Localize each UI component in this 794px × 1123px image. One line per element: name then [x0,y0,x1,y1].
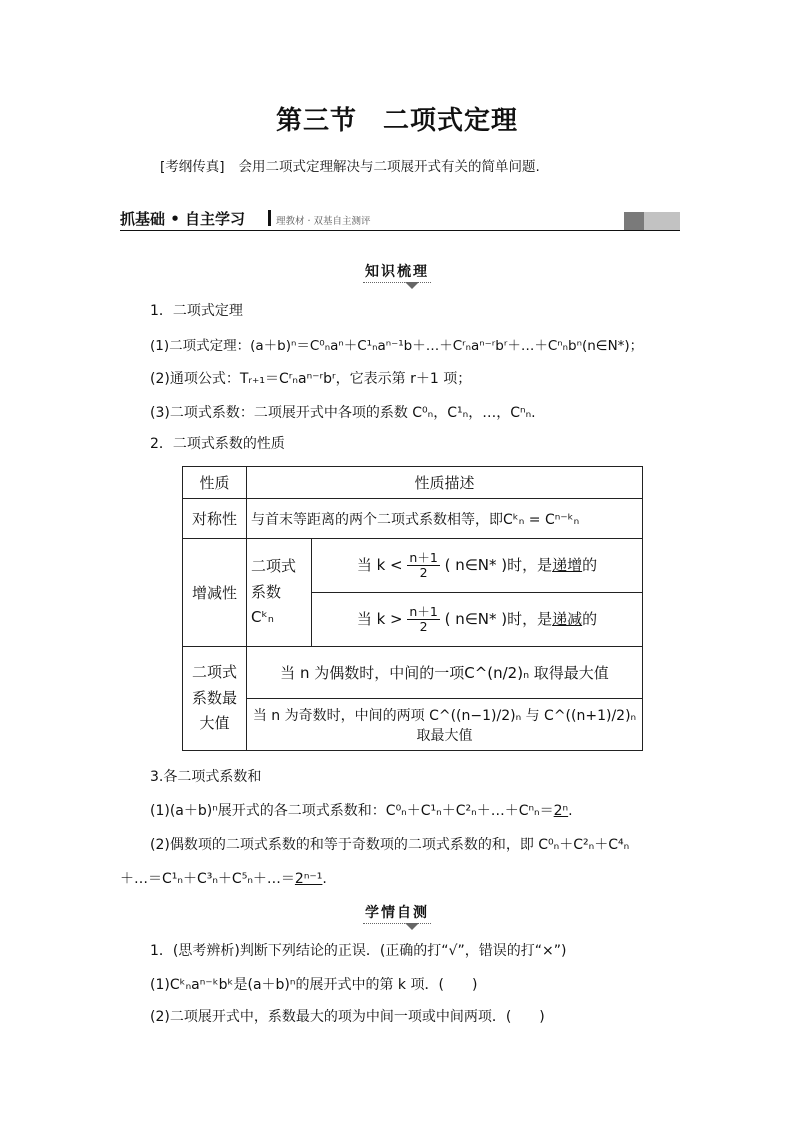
decreasing-row: 当 k > $\frac{n+1}{2}$ ( n∈N* )时，是递减的 [312,593,643,647]
knowledge-heading-arrow-icon [405,282,419,289]
monotonic-sub: 二项式系数 Cᵏₙ [247,539,312,647]
exam-outline [160,155,540,175]
banner-rule [120,230,680,231]
monotonic-label: 增减性 [183,539,247,647]
max-even: 当 n 为偶数时，中间的一项C^(n/2)ₙ 取得最大值 [247,647,643,699]
symmetry-desc: 与首末等距离的两个二项式系数相等，即Cᵏₙ = Cⁿ⁻ᵏₙ [247,499,643,539]
banner-subtitle: 理教材 · 双基自主测评 [276,216,371,227]
selftest-heading: 学情自测 [0,902,794,924]
max-label: 二项式系数最大值 [183,647,247,751]
exam-tag: [考纲传真] [160,159,225,175]
sum-line-1: (1)(a＋b)ⁿ展开式的各二项式系数和：C⁰ₙ＋C¹ₙ＋C²ₙ＋…＋Cⁿₙ＝2ⁿ. [150,803,573,819]
banner-dark-block [624,212,644,230]
header-description: 性质描述 [247,467,643,499]
symmetry-label: 对称性 [183,499,247,539]
increasing-fraction: $\frac{n+1}{2}$ [409,550,438,580]
s2-title: 2．二项式系数的性质 [150,436,285,452]
question-1: 1．(思考辨析)判断下列结论的正误．(正确的打“√”，错误的打“×”) [150,943,567,959]
sum-line-3: ＋…＝C¹ₙ＋C³ₙ＋C⁵ₙ＋…＝2ⁿ⁻¹. [120,871,327,887]
page-title [0,100,794,137]
question-1-2: (2)二项展开式中，系数最大的项为中间一项或中间两项．( ) [150,1009,545,1025]
section-banner [120,206,680,232]
banner-light-block [644,212,680,230]
s1-title: 1．二项式定理 [150,303,243,319]
increasing-row: 当 k < $\frac{n+1}{2}$ ( n∈N* )时，是递增的 [312,539,643,593]
sum-line-2: (2)偶数项的二项式系数的和等于奇数项的二项式系数的和，即 C⁰ₙ＋C²ₙ＋C⁴ₙ [150,837,630,853]
binomial-theorem: (1)二项式定理：(a＋b)ⁿ＝C⁰ₙaⁿ＋C¹ₙaⁿ⁻¹b＋…＋Cʳₙaⁿ⁻ʳbʳ＋…＋Cⁿₙbⁿ(n∈N*)； [150,338,644,354]
title-topic: 二项式定理 [383,106,519,136]
sum-title: 3.各二项式系数和 [150,769,262,785]
exam-text: 会用二项式定理解决与二项展开式有关的简单问题. [238,159,540,175]
banner-divider [268,210,271,226]
property-table [182,466,643,751]
knowledge-heading: 知识梳理 [0,261,794,283]
question-1-1: (1)Cᵏₙaⁿ⁻ᵏbᵏ是(a＋b)ⁿ的展开式中的第 k 项．( ) [150,977,478,993]
banner-title: 抓基础 • 自主学习 [120,210,246,228]
max-odd: 当 n 为奇数时，中间的两项 C^((n−1)/2)ₙ 与 C^((n+1)/2)ₙ 取最大值 [247,699,643,751]
selftest-heading-arrow-icon [405,923,419,930]
title-section: 第三节 [275,106,357,136]
binomial-coefficients: (3)二项式系数：二项展开式中各项的系数 C⁰ₙ，C¹ₙ，…，Cⁿₙ. [150,405,536,421]
decreasing-fraction: $\frac{n+1}{2}$ [409,604,438,634]
header-property: 性质 [183,467,247,499]
general-term: (2)通项公式：Tᵣ₊₁＝Cʳₙaⁿ⁻ʳbʳ，它表示第 r＋1 项； [150,371,472,387]
